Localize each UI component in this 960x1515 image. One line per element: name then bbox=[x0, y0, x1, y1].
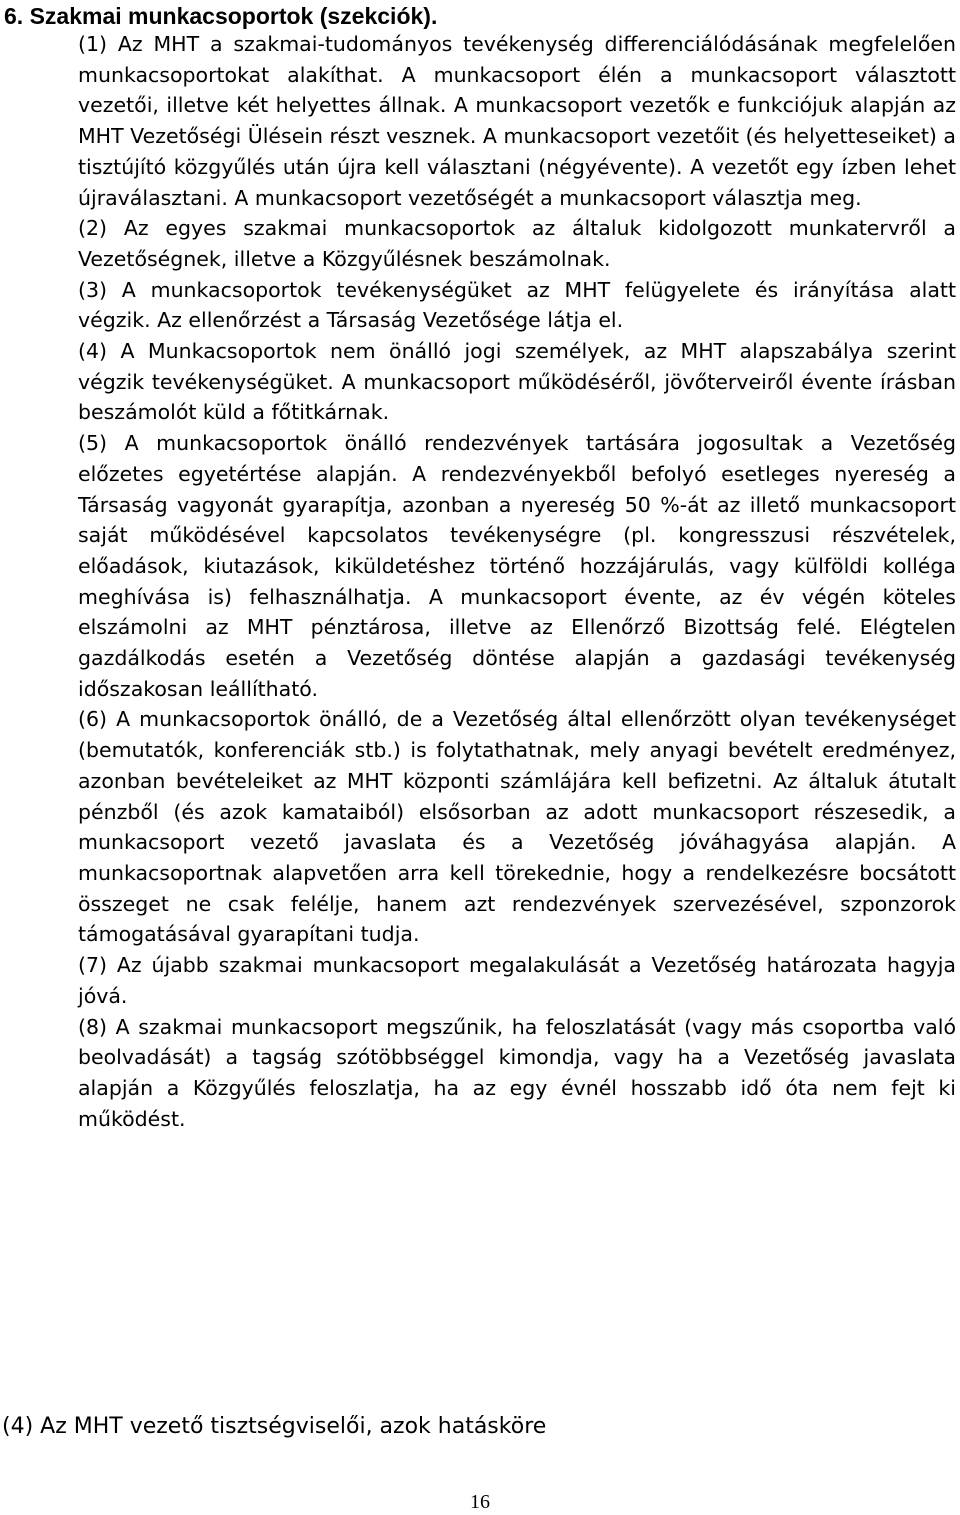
next-section-heading: (4) Az MHT vezető tisztségviselői, azok hatásköre bbox=[2, 1414, 547, 1439]
paragraph-6: (6) A munkacsoportok önálló, de a Vezetőség által ellenőrzött olyan tevékenységet (bemutatók, konferenciák stb.) is folytathatnak, mely anyagi bevételt eredményez, azonban bevételeiket az MHT központi számlájára kell befizetni. Az általuk átutalt pénzből (és azok kamataiból) elsősorban az adott munkacsoport részesedik, a munkacsoport vezető javaslata és a Vezetőség jóváhagyása alapján. A munkacsoportnak alapvetően arra kell törekednie, hogy a rendelkezésre bocsátott összeget ne csak felélje, hanem azt rendezvények szervezésével, szponzorok támogatásával gyarapítani tudja. bbox=[78, 707, 956, 947]
paragraph-1: (1) Az MHT a szakmai-tudományos tevékenység differenciálódásának megfelelően munkacsoportokat alakíthat. A munkacsoport élén a munkacsoport választott vezetői, illetve két helyettes állnak. A munkacsoport vezetők e funkciójuk alapján az MHT Vezetőségi Ülésein részt vesznek. A munkacsoport vezetőit (és helyetteseiket) a tisztújító közgyűlés után újra kell választani (négyévente). A vezetőt egy ízben lehet újraválasztani. A munkacsoport vezetőségét a munkacsoport választja meg. bbox=[78, 32, 956, 210]
paragraph-3: (3) A munkacsoportok tevékenységüket az MHT felügyelete és irányítása alatt végzik. Az ellenőrzést a Társaság Vezetősége látja el. bbox=[78, 277, 956, 333]
paragraph-4: (4) A Munkacsoportok nem önálló jogi személyek, az MHT alapszabálya szerint végzik tevékenységüket. A munkacsoport működéséről, jövőterveiről évente írásban beszámolót küld a főtitkárnak. bbox=[78, 339, 956, 425]
page-number: 16 bbox=[470, 1491, 490, 1513]
section-body bbox=[78, 29, 956, 1134]
paragraph-2: (2) Az egyes szakmai munkacsoportok az általuk kidolgozott munkatervről a Vezetőségnek, illetve a Közgyűlésnek beszámolnak. bbox=[78, 216, 956, 271]
paragraph-7: (7) Az újabb szakmai munkacsoport megalakulását a Vezetőség határozata hagyja jóvá. bbox=[78, 953, 956, 1008]
paragraph-5: (5) A munkacsoportok önálló rendezvények tartására jogosultak a Vezetőség előzetes egyetértése alapján. A rendezvényekből befolyó esetleges nyereség a Társaság vagyonát gyarapítja, azonban a nyereség 50 %-át az illető munkacsoport saját működésével kapcsolatos tevékenységre (pl. kongresszusi részvételek, előadások, kiutazások, kiküldetéshez történő hozzájárulás, vagy külföldi kolléga meghívása is) felhasználhatja. A munkacsoport évente, az év végén köteles elszámolni az MHT pénztárosa, illetve az Ellenőrző Bizottság felé. Elégtelen gazdálkodás esetén a Vezetőség döntése alapján a gazdasági tevékenység időszakosan leállítható. bbox=[78, 431, 956, 701]
section-heading: 6. Szakmai munkacsoportok (szekciók). bbox=[4, 3, 438, 29]
paragraph-8: (8) A szakmai munkacsoport megszűnik, ha feloszlatását (vagy más csoportba való beolvadását) a tagság szótöbbséggel kimondja, vagy ha a Vezetőség javaslata alapján a Közgyűlés feloszlatja, ha az egy évnél hosszabb idő óta nem fejt ki működést. bbox=[78, 1014, 956, 1131]
